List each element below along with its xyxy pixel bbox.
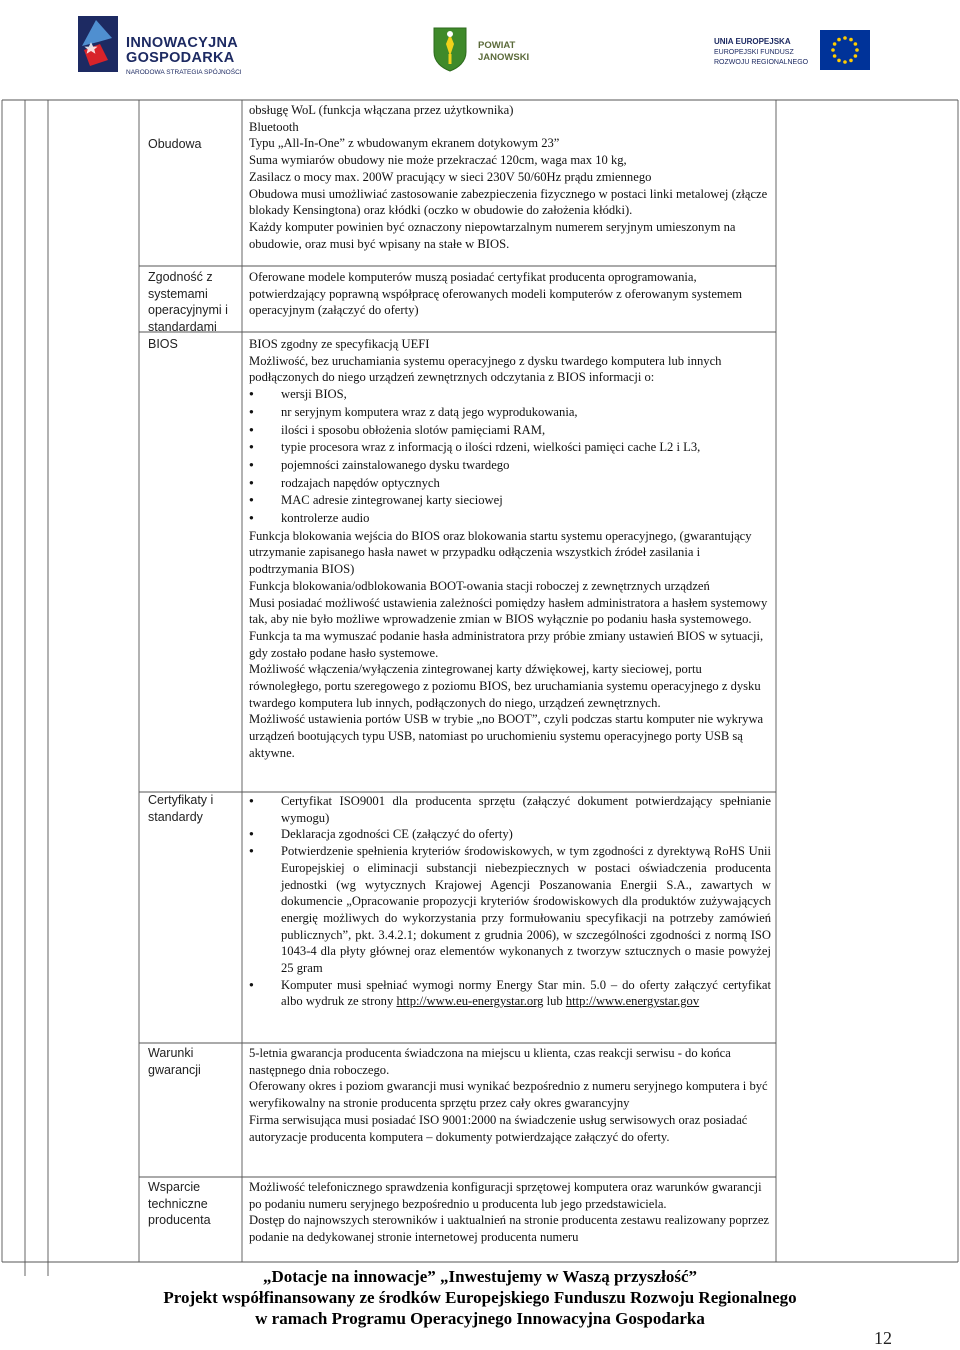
certificates-list bbox=[249, 793, 771, 1010]
eu-star-icon bbox=[849, 59, 853, 63]
row-content-zgodnosc bbox=[249, 269, 771, 319]
footer-programme: w ramach Programu Operacyjnego Innowacyjna Gospodarka bbox=[255, 1309, 705, 1328]
innowacyjna-gospodarka-logo bbox=[78, 16, 278, 82]
row-label-zgodnosc: Zgodność z systemami operacyjnymi i standardami bbox=[148, 270, 228, 334]
eu-star-icon bbox=[837, 59, 841, 63]
unia-europejska-logo bbox=[714, 30, 874, 76]
eu-star-icon bbox=[849, 38, 853, 42]
ig-logo-name: INNOWACYJNA GOSPODARKA bbox=[126, 35, 239, 66]
powiat-logo-name: POWIAT JANOWSKI bbox=[478, 40, 530, 63]
list-item: ● MAC adresie zintegrowanej karty sieciowej bbox=[249, 492, 771, 510]
list-item: ● wersji BIOS, bbox=[249, 386, 771, 404]
row-content-certyfikaty bbox=[249, 793, 771, 1010]
row-label-gwarancja: Warunki gwarancji bbox=[148, 1046, 201, 1077]
obudowa-line-type: Typu „All-In-One” z wbudowanym ekranem dotykowym 23” bbox=[249, 136, 560, 151]
list-item: ● Deklaracja zgodności CE (załączyć do oferty) bbox=[249, 826, 771, 843]
ig-logo-subtitle: NARODOWA STRATEGIA SPÓJNOŚCI bbox=[126, 69, 242, 76]
eu-flag-icon bbox=[820, 30, 870, 70]
row-label-obudowa: Obudowa bbox=[148, 137, 202, 151]
eu-star-icon bbox=[855, 48, 859, 52]
eu-energystar-link[interactable]: http://www.eu-energystar.org bbox=[396, 994, 544, 1009]
eu-star-icon bbox=[833, 42, 837, 46]
row-content-wsparcie bbox=[249, 1179, 771, 1246]
list-item: ● pojemności zainstalowanego dysku twardego bbox=[249, 457, 771, 475]
row-content-obudowa bbox=[249, 102, 771, 252]
ue-logo-text bbox=[714, 37, 808, 68]
bios-info-list bbox=[249, 386, 771, 528]
ue-line-3: ROZWOJU REGIONALNEGO bbox=[714, 59, 809, 66]
list-item: ● kontrolerze audio bbox=[249, 510, 771, 528]
eu-star-icon bbox=[854, 42, 858, 46]
bios-outro-passwords: Musi posiadać możliwość ustawienia zależności pomiędzy hasłem administratora a hasłem systemowy tak, aby nie było możliwe wprowadzenie zmian w BIOS wyłącznie po podaniu hasła systemowego. Funkcja ta ma wymuszać podanie hasła administratora przy próbie zmiany ustawień BIOS w sytuacji, gdy zostało podane hasło systemowe. bbox=[249, 595, 768, 660]
energy-star-or: lub bbox=[546, 994, 563, 1009]
powiat-janowski-logo bbox=[432, 26, 572, 76]
list-item: ● Potwierdzenie spełnienia kryteriów środowiskowych, w tym zgodności z dyrektywą RoHS Unii Europejskiej o eliminacji substancji niebezpiecznych w postaci oświadczenia producenta jednostki (wg wytycznych Krajowej Agencji Poszanowania Energii S.A., zawartych w dokumencie „Opracowanie propozycji kryteriów środowiskowych dla produktów zużywających energię możliwych do wykorzystania przy formułowaniu specyfikacji na potrzeby zamówień publicznych”, pkt. 3.4.2.1; dokument z grudnia 2006), w szczególności zgodności z normą ISO 1043-4 dla płyty głównej oraz elementów wykonanych z tworzyw sztucznych o masie powyżej 25 gram bbox=[249, 843, 771, 977]
eu-star-icon bbox=[837, 38, 841, 42]
row-content-gwarancja bbox=[249, 1045, 771, 1145]
ue-line-1: UNIA EUROPEJSKA bbox=[714, 37, 791, 46]
energystar-gov-link[interactable]: http://www.energystar.gov bbox=[565, 994, 700, 1009]
list-item: ● Certyfikat ISO9001 dla producenta sprzętu (załączyć dokument potwierdzający spełnianie wymogu) bbox=[249, 793, 771, 826]
obudowa-line-bluetooth: Bluetooth bbox=[249, 119, 299, 134]
wsparcie-line-phone: Możliwość telefonicznego sprawdzenia konfiguracji sprzętowej komputera oraz warunków gwarancji po podaniu numeru seryjnego bezpośrednio u producenta lub jego przedstawiciela. bbox=[249, 1180, 762, 1211]
bios-intro-readout: Możliwość, bez uruchamiania systemu operacyjnego z dysku twardego komputera lub innych podłączonych do niego urządzeń zewnętrznych odczytania z BIOS informacji o: bbox=[249, 353, 722, 385]
list-item: ● nr seryjnym komputera wraz z datą jego wyprodukowania, bbox=[249, 404, 771, 422]
wsparcie-line-drivers: Dostęp do najnowszych sterowników i uaktualnień na stronie producenta zestawu realizowany poprzez podanie na dedykowanej stronie internetowej producenta numeru bbox=[249, 1213, 770, 1245]
gwarancja-line-5years: 5-letnia gwarancja producenta świadczona na miejscu u klienta, czas reakcji serwisu - do końca następnego dnia roboczego. bbox=[249, 1046, 731, 1077]
eu-star-icon bbox=[854, 54, 858, 58]
gwarancja-line-serial: Oferowany okres i poziom gwarancji musi wynikać bezpośrednio z numeru seryjnego komputera i być weryfikowalny na stronie producenta sprzętu przez cały okres gwarancyjny bbox=[249, 1079, 768, 1111]
energy-star-text: Komputer musi spełniać wymogi normy Energy Star min. 5.0 – do oferty załączyć certyfikat albo wydruk ze strony bbox=[281, 977, 771, 1009]
obudowa-line-wol: obsługę WoL (funkcja włączana przez użytkownika) bbox=[249, 103, 514, 117]
powiat-crest-icon bbox=[432, 26, 468, 72]
eu-star-icon bbox=[843, 60, 847, 64]
obudowa-line-dimensions: Suma wymiarów obudowy nie może przekraczać 120cm, waga max 10 kg, bbox=[249, 153, 627, 168]
bios-outro-lock: Funkcja blokowania wejścia do BIOS oraz blokowania startu systemu operacyjnego, (gwarantujący utrzymanie zapisanego hasła nawet w przypadku odłączenia wszystkich źródeł zasilania i podtrzymania BIOS) bbox=[249, 528, 752, 577]
obudowa-line-kensington: Obudowa musi umożliwiać zastosowanie zabezpieczenia fizycznego w postaci linki metalowej (złącze blokady Kensingtona) oraz kłódki (oczko w obudowie do założenia kłódki). bbox=[249, 186, 768, 218]
zgodnosc-line-certificate: Oferowane modele komputerów muszą posiadać certyfikat producenta oprogramowania, potwierdzający poprawną współpracę oferowanych modeli komputerów z oferowanym systemem operacyjnym (załączyć do oferty) bbox=[249, 270, 743, 318]
row-label-wsparcie: Wsparcie techniczne producenta bbox=[148, 1180, 211, 1227]
row-content-bios bbox=[249, 336, 771, 762]
eu-star-icon bbox=[843, 36, 847, 40]
bios-outro-devices: Możliwość włączenia/wyłączenia zintegrowanej karty dźwiękowej, karty sieciowej, portu równoległego, portu szeregowego z poziomu BIOS, bez uruchamiania systemu operacyjnego z dysku twardego komputera lub innych, podłączonych do niego, urządzeń zewnętrznych. bbox=[249, 662, 761, 710]
footer-cofinanced: Projekt współfinansowany ze środków Europejskiego Funduszu Rozwoju Regionalnego bbox=[163, 1288, 797, 1307]
page-footer bbox=[0, 1266, 960, 1329]
page-number: 12 bbox=[874, 1328, 892, 1348]
innowacyjna-gospodarka-mark-icon bbox=[78, 16, 118, 82]
list-item: ● ilości i sposobu obłożenia slotów pamięciami RAM, bbox=[249, 422, 771, 440]
list-item-energy-star bbox=[249, 977, 771, 1010]
eu-star-icon bbox=[833, 54, 837, 58]
obudowa-line-serial: Każdy komputer powinien być oznaczony niepowtarzalnym numerem seryjnym umieszonym na obudowie, oraz musi być wpisany na stałe w BIOS. bbox=[249, 219, 736, 251]
bios-outro-boot: Funkcja blokowania/odblokowania BOOT-owania stacji roboczej z zewnętrznych urządzeń bbox=[249, 578, 710, 593]
obudowa-line-psu: Zasilacz o mocy max. 200W pracujący w sieci 230V 50/60Hz prądu zmiennego bbox=[249, 169, 652, 184]
bios-outro-usb: Możliwość ustawienia portów USB w trybie „no BOOT”, czyli podczas startu komputer nie wykrywa urządzeń bootujących typu USB, natomiast po uruchomieniu systemu operacyjnego porty USB są aktywne. bbox=[249, 712, 764, 760]
gwarancja-line-iso: Firma serwisująca musi posiadać ISO 9001:2000 na świadczenie usług serwisowych oraz posiadać autoryzacje producenta komputera – dokumenty potwierdzające załączyć do oferty. bbox=[249, 1112, 748, 1144]
row-label-certyfikaty: Certyfikaty i standardy bbox=[148, 793, 214, 824]
header-logos bbox=[0, 0, 960, 96]
eu-star-icon bbox=[831, 48, 835, 52]
list-item: ● rodzajach napędów optycznych bbox=[249, 475, 771, 493]
bios-intro-uefi: BIOS zgodny ze specyfikacją UEFI bbox=[249, 337, 430, 351]
row-label-bios: BIOS bbox=[148, 337, 178, 351]
footer-slogan: „Dotacje na innowacje” „Inwestujemy w Waszą przyszłość” bbox=[262, 1267, 698, 1286]
ue-line-2: EUROPEJSKI FUNDUSZ bbox=[714, 49, 794, 56]
list-item: ● typie procesora wraz z informacją o ilości rdzeni, wielkości pamięci cache L2 i L3, bbox=[249, 439, 771, 457]
